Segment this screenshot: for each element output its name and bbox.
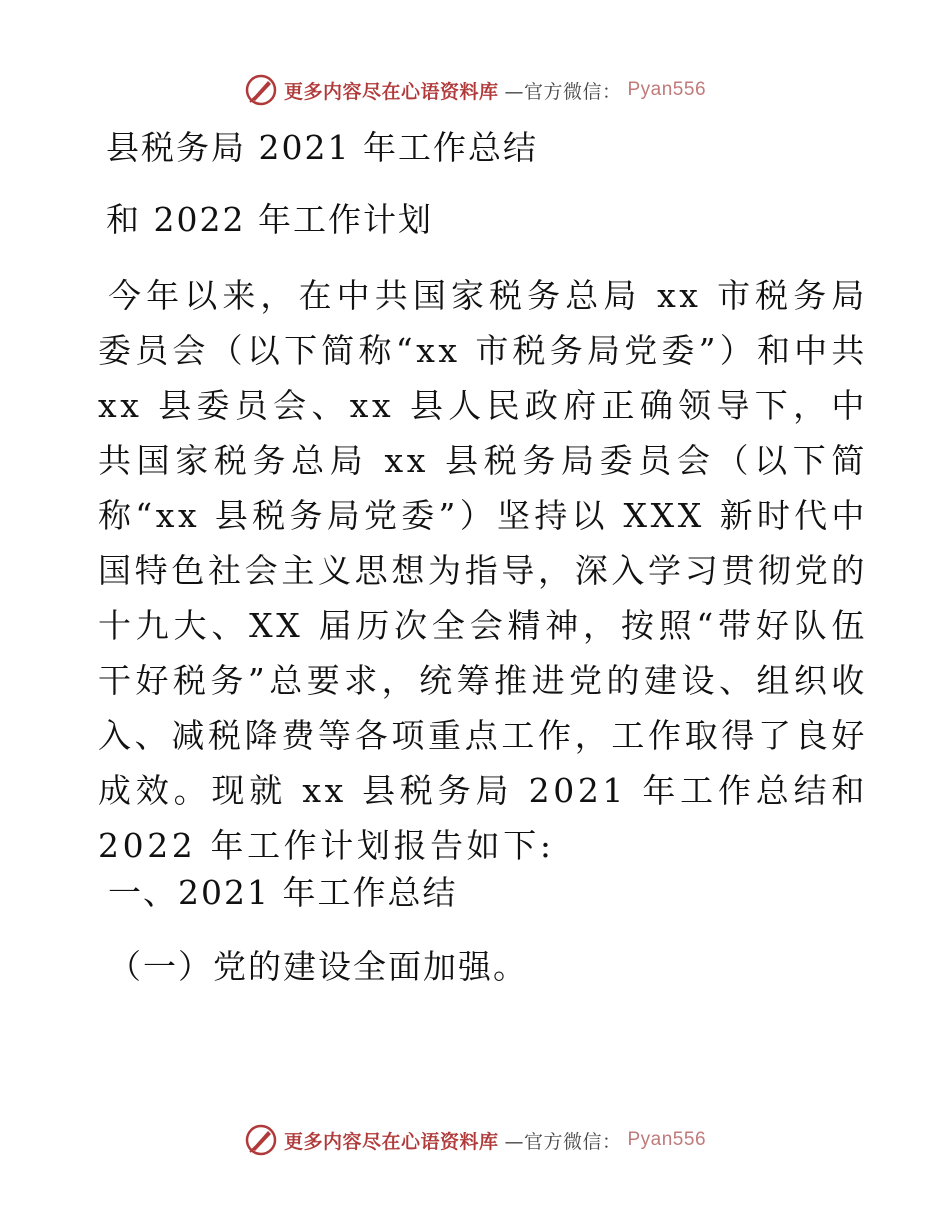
watermark-text-main: 更多内容尽在心语资料库 [283,1130,499,1153]
watermark-text-wechat: —官方微信： [504,1130,622,1153]
watermark-text-id: Pyan556 [627,79,707,100]
watermark-text-wechat: —官方微信： [504,80,622,103]
bottom-watermark-banner [0,1120,950,1160]
quill-logo-icon [244,73,278,107]
watermark-text-main: 更多内容尽在心语资料库 [283,80,499,103]
doc-title-line1: 县税务局 2021 年工作总结 [106,128,538,167]
quill-logo-icon [244,1123,278,1157]
doc-title-line2: 和 2022 年工作计划 [106,200,433,239]
intro-paragraph: 今年以来，在中共国家税务总局 xx 市税务局委员会（以下简称“xx 市税务局党委”）和中共 xx 县委员会、xx 县人民政府正确领导下，中共国家税务总局 xx 县税务局委员会（以下简称“xx 县税务局党委”）坚持以 XXX 新时代中国特色社会主义思想为指导，深入学习贯彻党的十九大、XX 届历次全会精神，按照“带好队伍干好税务”总要求，统筹推进党的建设、组织收入、减税降费等各项重点工作，工作取得了良好成效。现就 xx 县税务局 2021 年工作总结和 2022 年工作计划报告如下: [98,276,868,865]
top-watermark-banner [0,70,950,110]
watermark-text-id: Pyan556 [627,1129,707,1150]
subsection-heading: （一）党的建设全面加强。 [108,947,528,986]
section-heading: 一、2021 年工作总结 [108,873,458,912]
